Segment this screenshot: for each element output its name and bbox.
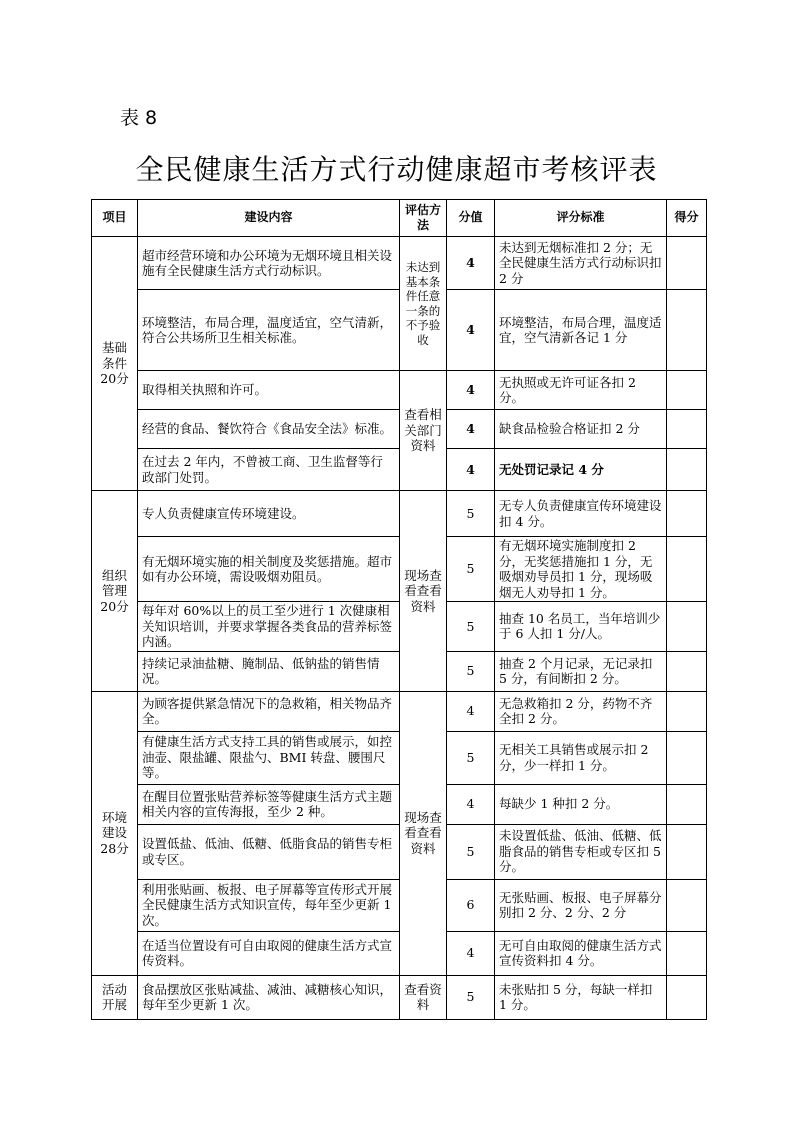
header-criteria: 评分标准 (495, 200, 667, 237)
got-cell[interactable] (667, 290, 707, 371)
score-cell: 4 (447, 237, 495, 290)
table-row (92, 237, 707, 290)
content-cell: 食品摆放区张贴减盐、减油、减糖核心知识，每年至少更新 1 次。 (138, 975, 400, 1019)
criteria-cell: 无处罚记录记 4 分 (495, 449, 667, 491)
category-org: 组织管理20分 (92, 491, 138, 692)
score-cell: 4 (447, 290, 495, 371)
header-method: 评估方法 (400, 200, 447, 237)
criteria-cell: 无相关工具销售或展示扣 2 分，少一样扣 1 分。 (495, 731, 667, 784)
header-item: 项目 (92, 200, 138, 237)
content-cell: 为顾客提供紧急情况下的急救箱，相关物品齐全。 (138, 691, 400, 731)
table-row (92, 537, 707, 602)
method-cell: 现场查看查看资料 (400, 691, 447, 975)
table-row (92, 491, 707, 537)
got-cell[interactable] (667, 931, 707, 975)
header-row (92, 200, 707, 237)
table-row (92, 931, 707, 975)
content-cell: 超市经营环境和办公环境为无烟环境且相关设施有全民健康生活方式行动标识。 (138, 237, 400, 290)
table-row (92, 371, 707, 410)
criteria-cell: 无专人负责健康宣传环境建设扣 4 分。 (495, 491, 667, 537)
content-cell: 每年对 60%以上的员工至少进行 1 次健康相关知识培训，并要求掌握各类食品的营养标签内涵。 (138, 602, 400, 652)
got-cell[interactable] (667, 975, 707, 1019)
got-cell[interactable] (667, 410, 707, 449)
score-cell: 6 (447, 879, 495, 931)
criteria-cell: 未张贴扣 5 分，每缺一样扣 1 分。 (495, 975, 667, 1019)
got-cell[interactable] (667, 879, 707, 931)
criteria-cell: 有无烟环境实施制度扣 2 分，无奖惩措施扣 1 分，无吸烟劝导员扣 1 分，现场吸烟无人劝导扣 1 分。 (495, 537, 667, 602)
content-cell: 在适当位置设有可自由取阅的健康生活方式宣传资料。 (138, 931, 400, 975)
criteria-cell: 无急救箱扣 2 分，药物不齐全扣 2 分。 (495, 691, 667, 731)
criteria-cell: 无张贴画、板报、电子屏幕分别扣 2 分、2 分、2 分 (495, 879, 667, 931)
score-cell: 4 (447, 410, 495, 449)
content-cell: 在醒目位置张贴营养标签等健康生活方式主题相关内容的宣传海报，至少 2 种。 (138, 784, 400, 824)
score-cell: 5 (447, 975, 495, 1019)
content-cell: 设置低盐、低油、低糖、低脂食品的销售专柜或专区。 (138, 824, 400, 879)
table-row (92, 602, 707, 652)
criteria-cell: 未达到无烟标准扣 2 分；无全民健康生活方式行动标识扣 2 分 (495, 237, 667, 290)
content-cell: 有无烟环境实施的相关制度及奖惩措施。超市如有办公环境，需设吸烟劝阻员。 (138, 537, 400, 602)
header-got: 得分 (667, 200, 707, 237)
score-cell: 5 (447, 731, 495, 784)
table-row (92, 651, 707, 691)
table-number: 表 8 (120, 107, 158, 129)
page-title: 全民健康生活方式行动健康超市考核评表 (135, 153, 658, 186)
got-cell[interactable] (667, 491, 707, 537)
got-cell[interactable] (667, 371, 707, 410)
content-cell: 经营的食品、餐饮符合《食品安全法》标准。 (138, 410, 400, 449)
header-content: 建设内容 (138, 200, 400, 237)
got-cell[interactable] (667, 731, 707, 784)
criteria-cell: 无执照或无许可证各扣 2 分。 (495, 371, 667, 410)
category-env: 环境建设28分 (92, 691, 138, 975)
content-cell: 专人负责健康宣传环境建设。 (138, 491, 400, 537)
table-row (92, 691, 707, 731)
content-cell: 有健康生活方式支持工具的销售或展示，如控油壶、限盐罐、限盐勺、BMI 转盘、腰围尺等。 (138, 731, 400, 784)
criteria-cell: 缺食品检验合格证扣 2 分 (495, 410, 667, 449)
score-cell: 4 (447, 784, 495, 824)
got-cell[interactable] (667, 602, 707, 652)
score-cell: 4 (447, 931, 495, 975)
score-cell: 5 (447, 491, 495, 537)
table-row (92, 824, 707, 879)
category-activity: 活动开展 (92, 975, 138, 1019)
content-cell: 利用张贴画、板报、电子屏幕等宣传形式开展全民健康生活方式知识宣传，每年至少更新 1 次。 (138, 879, 400, 931)
content-cell: 持续记录油盐糖、腌制品、低钠盐的销售情况。 (138, 651, 400, 691)
got-cell[interactable] (667, 449, 707, 491)
got-cell[interactable] (667, 784, 707, 824)
method-cell: 现场查看查看资料 (400, 491, 447, 692)
table-row (92, 410, 707, 449)
criteria-cell: 抽查 2 个月记录，无记录扣 5 分，有间断扣 2 分。 (495, 651, 667, 691)
got-cell[interactable] (667, 824, 707, 879)
criteria-cell: 无可自由取阅的健康生活方式宣传资料扣 4 分。 (495, 931, 667, 975)
content-cell: 环境整洁，布局合理，温度适宜，空气清新，符合公共场所卫生相关标准。 (138, 290, 400, 371)
method-cell: 查看资料 (400, 975, 447, 1019)
table-row (92, 879, 707, 931)
got-cell[interactable] (667, 537, 707, 602)
criteria-cell: 每缺少 1 种扣 2 分。 (495, 784, 667, 824)
criteria-cell: 抽查 10 名员工，当年培训少于 6 人扣 1 分/人。 (495, 602, 667, 652)
score-cell: 4 (447, 371, 495, 410)
score-cell: 4 (447, 449, 495, 491)
got-cell[interactable] (667, 651, 707, 691)
score-cell: 4 (447, 691, 495, 731)
table-row (92, 290, 707, 371)
category-basic: 基础条件20分 (92, 237, 138, 491)
table-row (92, 731, 707, 784)
got-cell[interactable] (667, 237, 707, 290)
criteria-cell: 环境整洁，布局合理，温度适宜，空气清新各记 1 分 (495, 290, 667, 371)
score-cell: 5 (447, 651, 495, 691)
score-cell: 5 (447, 602, 495, 652)
header-score: 分值 (447, 200, 495, 237)
score-cell: 5 (447, 537, 495, 602)
table-row (92, 975, 707, 1019)
got-cell[interactable] (667, 691, 707, 731)
method-cell: 未达到基本条件任意一条的不予验收 (400, 237, 447, 371)
criteria-cell: 未设置低盐、低油、低糖、低脂食品的销售专柜或专区扣 5 分。 (495, 824, 667, 879)
table-row (92, 449, 707, 491)
content-cell: 取得相关执照和许可。 (138, 371, 400, 410)
table-row (92, 784, 707, 824)
method-cell: 查看相关部门资料 (400, 371, 447, 491)
content-cell: 在过去 2 年内，不曾被工商、卫生监督等行政部门处罚。 (138, 449, 400, 491)
assessment-table (91, 199, 707, 1020)
score-cell: 5 (447, 824, 495, 879)
